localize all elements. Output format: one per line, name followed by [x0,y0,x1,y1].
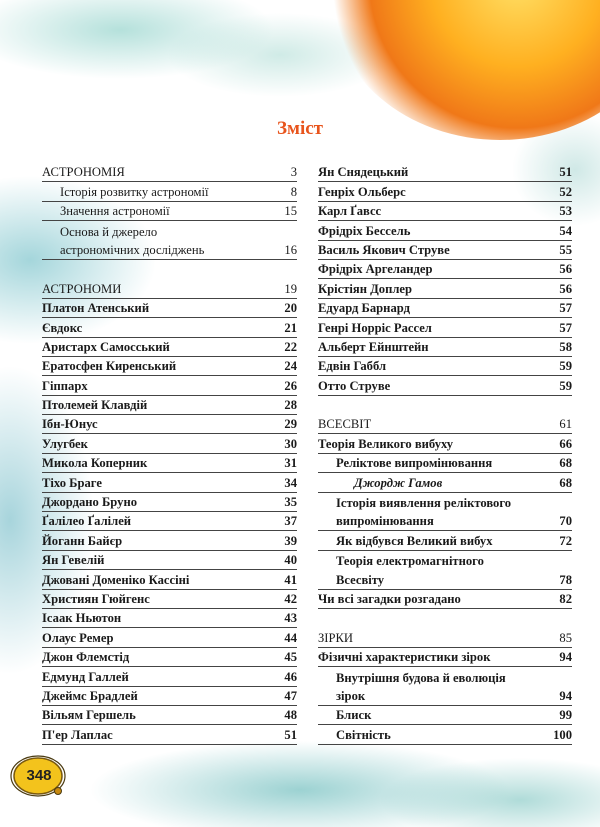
toc-entry-page: 40 [284,553,297,568]
toc-entry [42,241,297,260]
toc-entry-page: 57 [559,301,572,316]
toc-entry [318,221,572,240]
toc-entry-title: Йоганн Байєр [42,533,123,548]
toc-entry [318,241,572,260]
toc-entry-title: АСТРОНОМІЯ [42,165,125,180]
toc-entry [42,434,297,453]
toc-entry [318,512,572,531]
toc-entry-page: 44 [284,630,297,645]
toc-entry-title: Джордж Гамов [354,475,443,490]
toc-entry [42,473,297,492]
toc-entry-page: 31 [284,456,297,471]
toc-entry-title: Як відбувся Великий вибух [336,533,493,548]
toc-entry-page: 57 [559,320,572,335]
toc-entry-title: Євдокс [42,320,83,335]
toc-entry-page: 29 [284,417,297,432]
toc-entry-title: Ісаак Ньютон [42,611,122,626]
toc-entry [318,570,572,589]
toc-entry-title: Платон Атенський [42,301,150,316]
toc-entry [318,318,572,337]
toc-entry-page: 15 [284,204,297,219]
toc-entry-page: 59 [559,378,572,393]
toc-entry [42,182,297,201]
toc-entry-page: 51 [559,165,572,180]
toc-entry-title: Фізичні характеристики зірок [318,650,491,665]
toc-entry [42,667,297,686]
toc-entry [318,628,572,647]
toc-entry-title: Реліктове випромінювання [336,456,493,471]
toc-entry-page: 34 [284,475,297,490]
toc-entry [42,318,297,337]
toc-entry-page: 55 [559,242,572,257]
toc-entry [42,396,297,415]
toc-entry [42,706,297,725]
toc-entry-page: 20 [284,301,297,316]
toc-entry-page: 82 [559,591,572,606]
toc-entry-page: 26 [284,378,297,393]
toc-entry-title: Християн Гюйгенс [42,591,150,606]
toc-entry-page: 24 [284,359,297,374]
toc-entry [42,299,297,318]
toc-entry-page: 51 [284,727,297,742]
toc-entry-title: Джеймс Брадлей [42,688,138,703]
toc-entry [42,376,297,395]
toc-entry-title: Вільям Гершель [42,708,136,723]
toc-entry [318,202,572,221]
toc-entry-title: Всесвіту [336,572,385,587]
toc-entry-title: Едмунд Галлей [42,669,129,684]
toc-entry [42,531,297,550]
toc-entry [42,512,297,531]
toc-entry [42,648,297,667]
toc-entry [318,454,572,473]
toc-entry-page: 21 [284,320,297,335]
toc-entry-page: 54 [559,223,572,238]
toc-entry-page: 58 [559,339,572,354]
toc-entry [318,531,572,550]
toc-entry [318,163,572,182]
toc-entry-title: Ян Снядецький [318,165,409,180]
toc-entry [42,725,297,744]
toc-entry-title: Карл Ґавсс [318,204,382,219]
toc-entry-title: астрономічних досліджень [60,242,205,257]
toc-entry-page: 53 [559,204,572,219]
toc-entry [318,473,572,492]
toc-entry [318,687,572,706]
toc-entry [42,570,297,589]
toc-entry [318,551,572,570]
toc-entry-title: Олаус Ремер [42,630,114,645]
toc-entry-title: Едуард Барнард [318,301,410,316]
toc-entry-title: Ератосфен Киренський [42,359,177,374]
toc-entry [318,182,572,201]
toc-entry [318,667,572,686]
toc-entry-page: 61 [559,417,572,432]
toc-entry [42,590,297,609]
toc-entry-page: 46 [284,669,297,684]
toc-entry-page: 48 [284,708,297,723]
toc-entry-page: 94 [559,650,572,665]
toc-entry-page: 66 [559,436,572,451]
toc-entry-page: 70 [559,514,572,529]
toc-entry-title: зірок [336,688,366,703]
toc-entry-page: 16 [284,242,297,257]
toc-entry-page: 56 [559,281,572,296]
toc-entry-title: Теорія електромагнітного [336,554,484,569]
toc-entry-page: 94 [559,688,572,703]
toc-entry-page: 22 [284,339,297,354]
toc-entry-title: Едвін Габбл [318,359,387,374]
toc-entry [42,202,297,221]
toc-entry-title: Тіхо Браге [42,475,102,490]
toc-entry-page: 8 [290,184,297,199]
toc-entry-page: 39 [284,533,297,548]
toc-entry-title: Теорія Великого вибуху [318,436,454,451]
toc-entry [318,376,572,395]
toc-entry [42,221,297,240]
toc-entry-title: Джордано Бруно [42,495,138,510]
toc-entry-page: 37 [284,514,297,529]
toc-entry-title: Світність [336,727,391,742]
toc-entry-title: Микола Коперник [42,456,148,471]
toc-entry-title: Джон Флемстід [42,650,130,665]
toc-entry-page: 43 [284,611,297,626]
toc-entry-title: Фрідріх Бессель [318,223,411,238]
toc-entry-title: ВСЕСВІТ [318,417,372,432]
toc-entry-page: 28 [284,398,297,413]
toc-entry [318,357,572,376]
toc-entry-page: 45 [284,650,297,665]
toc-entry-page: 99 [559,708,572,723]
toc-left-column [42,163,297,745]
toc-entry-title: Основа й джерело [60,224,158,239]
page-number: 348 [26,767,52,784]
toc-entry-page: 68 [559,475,572,490]
toc-entry [42,357,297,376]
toc-entry-title: Значення астрономії [60,204,170,219]
toc-entry-title: Блиск [336,708,372,723]
toc-entry-title: Джовані Доменіко Кассіні [42,572,190,587]
toc-entry-title: Ян Гевелій [42,553,105,568]
toc-entry [318,725,572,744]
toc-entry-title: Генрі Норріс Рассел [318,320,432,335]
toc-entry-title: Фрідріх Аргеландер [318,262,433,277]
toc-entry-page: 41 [284,572,297,587]
toc-entry [318,648,572,667]
toc-entry-page: 72 [559,533,572,548]
toc-entry-title: Ґалілео Ґалілей [42,514,132,529]
toc-entry [42,609,297,628]
toc-entry-page: 47 [284,688,297,703]
page-title: Зміст [276,118,323,139]
toc-entry [42,493,297,512]
toc-entry-title: ЗІРКИ [318,630,354,645]
toc-entry [42,279,297,298]
toc-entry-page: 3 [290,165,297,180]
toc-entry-title: АСТРОНОМИ [42,281,122,296]
toc-entry-page: 30 [284,436,297,451]
toc-entry-title: Ібн-Юнус [42,417,98,432]
toc-entry-page: 19 [284,281,297,296]
toc-entry [318,415,572,434]
toc-entry [42,163,297,182]
toc-entry-title: Улугбек [42,436,88,451]
toc-entry [318,493,572,512]
toc-entry [318,434,572,453]
toc-entry-title: Крістіян Доплер [318,281,413,296]
toc-entry [42,687,297,706]
toc-entry [42,415,297,434]
toc-entry-page: 42 [284,591,297,606]
toc-entry-title: Птолемей Клавдій [42,398,148,413]
toc-entry [318,706,572,725]
toc-entry-page: 100 [553,727,572,742]
toc-entry-title: Гіппарх [42,378,88,393]
toc-entry-title: Аристарх Самосський [42,339,170,354]
toc-entry-title: Чи всі загадки розгадано [318,591,461,606]
toc-entry [42,338,297,357]
toc-entry-title: Отто Струве [318,378,391,393]
toc-entry-title: Історія розвитку астрономії [60,184,209,199]
toc-entry-page: 68 [559,456,572,471]
toc-entry-title: Василь Якович Струве [318,242,450,257]
toc-entry [318,338,572,357]
toc-entry-title: Історія виявлення реліктового [336,496,512,511]
toc-entry-title: Внутрішня будова й еволюція [336,670,506,685]
toc-entry-page: 85 [559,630,572,645]
toc-entry [318,279,572,298]
toc-entry [318,590,572,609]
toc-entry-title: Генріх Ольберс [318,184,406,199]
toc-entry [318,299,572,318]
toc-entry [42,628,297,647]
toc-entry-title: П'ер Лаплас [42,727,113,742]
toc-entry-page: 52 [559,184,572,199]
toc-right-column [318,163,572,745]
toc-entry-title: Альберт Ейнштейн [318,339,429,354]
toc-entry-page: 78 [559,572,572,587]
toc-entry [42,551,297,570]
toc-entry [318,260,572,279]
toc-entry [42,454,297,473]
toc-entry-title: випромінювання [336,514,434,529]
toc-entry-page: 35 [284,495,297,510]
toc-entry-page: 59 [559,359,572,374]
toc-entry-page: 56 [559,262,572,277]
